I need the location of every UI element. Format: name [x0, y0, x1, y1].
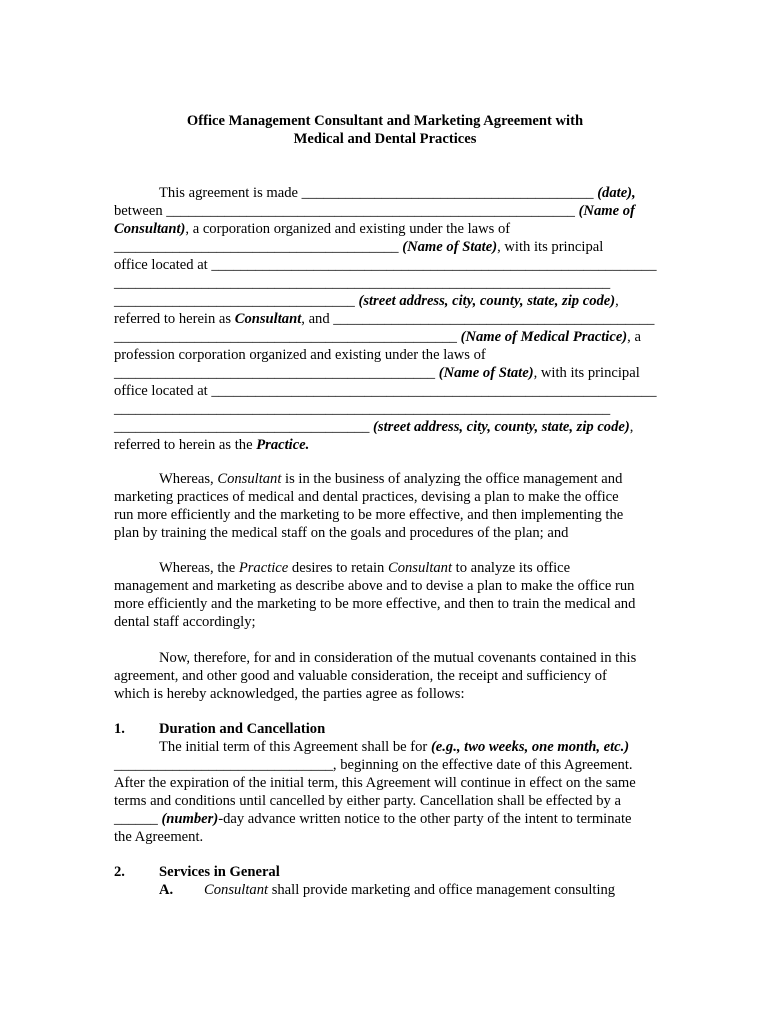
whereas1-text-a: Whereas, — [159, 471, 218, 487]
office-blank-2b[interactable]: __________________________________________________________ — [114, 401, 538, 417]
office-blank-2[interactable]: _____________________________________________________________ — [211, 383, 657, 399]
intro-line-12 — [114, 382, 656, 400]
practice-name-label: (Name of Medical Practice) — [460, 329, 628, 345]
whereas1-line-2: marketing practices of medical and dental practices, devising a plan to make the office — [114, 489, 619, 505]
principal-text-1: , with its principal — [497, 239, 604, 255]
whereas1-line-4: plan by training the medical staff on the goals and procedures of the plan; and — [114, 525, 569, 541]
intro-line-1: This agreement is made ________________________________________ (date), — [159, 185, 636, 201]
state-blank-1[interactable]: _______________________________________ — [114, 239, 399, 255]
section-1-heading: Duration and Cancellation — [159, 721, 326, 737]
intro-line-11 — [114, 364, 640, 382]
section1-text-5b: -day advance written notice to the other party of the intent to terminate — [218, 811, 632, 827]
practice-name-blank[interactable]: _______________________________________________ — [114, 329, 457, 345]
whereas2-practice: Practice — [238, 560, 289, 576]
now-line-1: Now, therefore, for and in consideration of the mutual covenants contained in this — [159, 650, 637, 666]
a-text: , a — [627, 329, 641, 345]
whereas2-consultant: Consultant — [387, 560, 453, 576]
referred-text-2: referred to herein as the — [114, 437, 257, 453]
state-blank-2[interactable]: ____________________________________________ — [114, 365, 436, 381]
whereas2-line-1 — [159, 559, 570, 577]
number-label: (number) — [161, 811, 219, 827]
intro-made-text: This agreement is made — [159, 185, 302, 201]
intro-line-13: ____________________________________________________________________ — [114, 401, 611, 417]
document-title-line-2: Medical and Dental Practices — [293, 131, 477, 147]
section-2-number: 2. — [114, 864, 125, 880]
whereas2-text-a: Whereas, the — [159, 560, 239, 576]
corp-text: , a corporation organized and existing under the laws of — [185, 221, 511, 237]
consultant-term: Consultant — [234, 311, 302, 327]
intro-line-3 — [114, 220, 510, 238]
consultant-name-label: (Name of — [578, 203, 635, 219]
referred-text-1: referred to herein as — [114, 311, 235, 327]
practice-term: Practice. — [256, 437, 310, 453]
whereas1-text-c: is in the business of analyzing the office management and — [281, 471, 623, 487]
whereas2-line-4: dental staff accordingly; — [114, 614, 256, 630]
intro-line-6: ____________________________________________________________________ — [114, 275, 611, 291]
section-1-number: 1. — [114, 721, 125, 737]
whereas2-line-2: management and marketing as describe above and to devise a plan to make the office run — [114, 578, 635, 594]
office-at-text-2: office located at — [114, 383, 212, 399]
office-blank-1b[interactable]: __________________________________________________________ — [114, 275, 538, 291]
whereas1-line-3: run more efficiently and the marketing to be more effective, and then implementing the — [114, 507, 624, 523]
address-blank-2[interactable]: ___________________________________ — [114, 419, 370, 435]
whereas2-text-c: desires to retain — [288, 560, 388, 576]
intro-line-8 — [114, 310, 654, 328]
intro-line-4 — [114, 238, 603, 256]
principal-text-2: , with its principal — [533, 365, 640, 381]
and-text: , and — [301, 311, 334, 327]
office-at-text-1: office located at — [114, 257, 212, 273]
date-label: (date) — [597, 185, 633, 201]
intro-line-15 — [114, 436, 309, 454]
and-blank[interactable]: ____________________________________________ — [333, 311, 655, 327]
section1-line-5 — [114, 810, 632, 828]
document-title-line-1: Office Management Consultant and Marketing Agreement with — [186, 113, 584, 129]
section2-consultant: Consultant — [204, 882, 269, 898]
between-text: between — [114, 203, 167, 219]
term-example-label: (e.g., two weeks, one month, etc.) — [430, 739, 630, 755]
office-blank-1[interactable]: _____________________________________________________________ — [211, 257, 657, 273]
state-label-1: (Name of State) — [402, 239, 498, 255]
now-line-3: which is hereby acknowledged, the parties agree as follows: — [114, 686, 465, 702]
address-label-2: (street address, city, county, state, zip code) — [373, 419, 630, 435]
section-2-heading: Services in General — [159, 864, 280, 880]
whereas1-consultant: Consultant — [217, 471, 282, 487]
days-blank[interactable]: ______ — [114, 811, 158, 827]
intro-line-14: ___________________________________ (street address, city, county, state, zip code), — [114, 419, 634, 435]
section1-line-3: After the expiration of the initial term, this Agreement will continue in effect on the same — [114, 775, 636, 791]
section1-text-a: The initial term of this Agreement shall be for — [159, 739, 431, 755]
section2a-line-1 — [204, 881, 615, 899]
intro-line-2 — [114, 202, 635, 220]
consultant-name-label-2: Consultant) — [114, 221, 186, 237]
section1-text-2: , beginning on the effective date of this Agreement. — [332, 757, 633, 773]
section-2a-label: A. — [159, 882, 174, 898]
section1-line-4: terms and conditions until cancelled by either party. Cancellation shall be effected by a — [114, 793, 621, 809]
whereas2-line-3: more efficiently and the marketing to be more effective, and then to train the medical and — [114, 596, 636, 612]
intro-line-7: _________________________________ (street address, city, county, state, zip code), — [114, 293, 619, 309]
state-label-2: (Name of State) — [438, 365, 534, 381]
whereas2-text-e: to analyze its office — [452, 560, 571, 576]
intro-line-5 — [114, 256, 656, 274]
section1-line-1 — [159, 738, 629, 756]
whereas1-line-1 — [159, 470, 622, 488]
section2-text-b: shall provide marketing and office management consulting — [268, 882, 616, 898]
section1-line-6: the Agreement. — [114, 829, 204, 845]
section1-line-2 — [114, 756, 633, 774]
address-blank-1[interactable]: _________________________________ — [114, 293, 355, 309]
now-line-2: agreement, and other good and valuable consideration, the receipt and sufficiency of — [114, 668, 607, 684]
date-blank[interactable]: ________________________________________ — [301, 185, 594, 201]
consultant-name-blank[interactable]: ________________________________________________________ — [166, 203, 575, 219]
term-blank[interactable]: ______________________________ — [114, 757, 333, 773]
address-label-1: (street address, city, county, state, zip code) — [358, 293, 616, 309]
intro-line-10: profession corporation organized and existing under the laws of — [114, 347, 486, 363]
intro-line-9 — [114, 328, 641, 346]
